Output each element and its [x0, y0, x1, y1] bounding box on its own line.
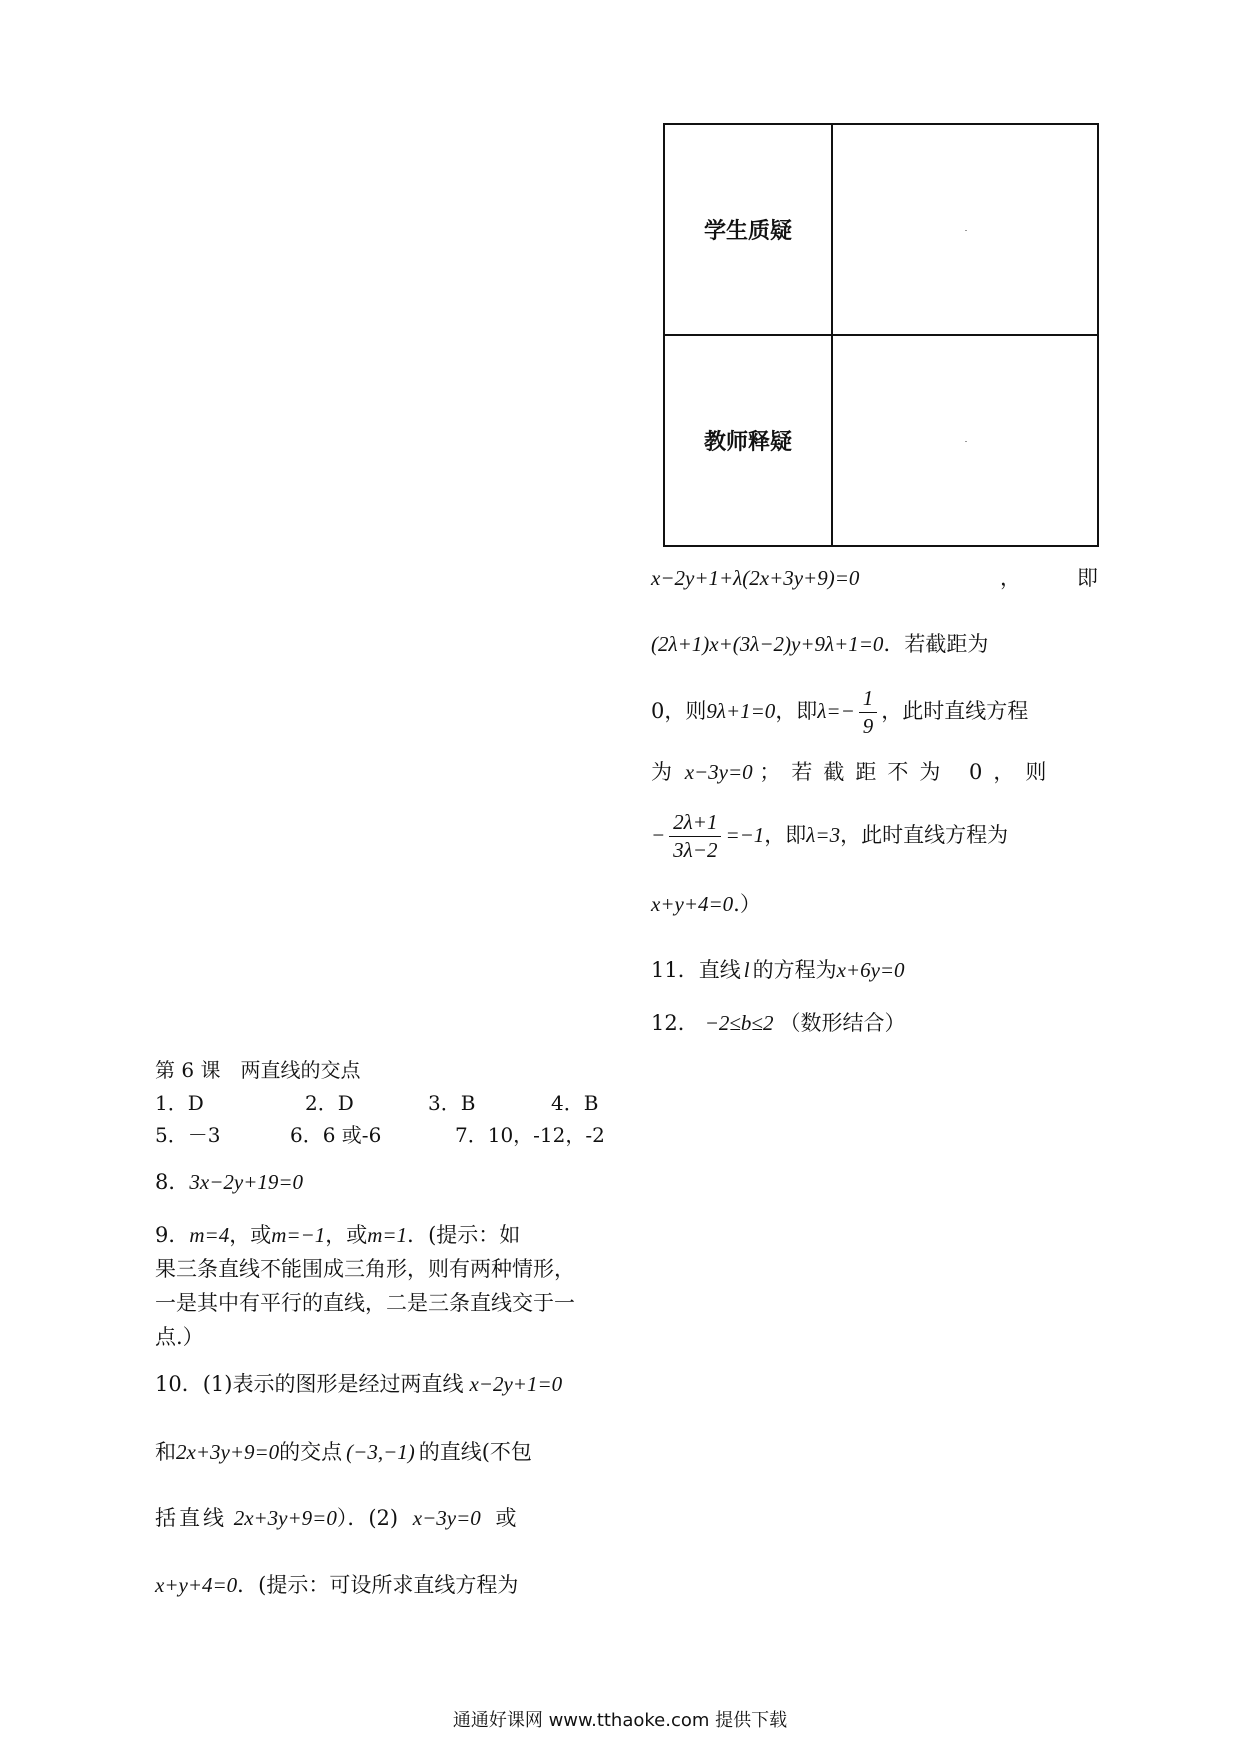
fraction-lambda: $\frac{2\lambda+1}{3\lambda-2}$	[669, 812, 721, 861]
answer-9-line-2: 果三条直线不能围成三角形，则有两种情形，	[155, 1257, 575, 1281]
answer-9-line-3: 一是其中有平行的直线，二是三条直线交于一	[155, 1291, 575, 1315]
right-line-1-tail: 即	[1077, 566, 1098, 590]
answer-12: 12． −2≤b≤2 （数形结合）	[651, 1011, 906, 1035]
right-line-1: x−2y+1+λ(2x+3y+9)=0	[651, 566, 860, 590]
student-question-label: 学生质疑	[664, 124, 832, 335]
right-line-3: 0，则9λ+1=0，即λ=− $\frac{1}{9}$ ，此时直线方程	[651, 686, 1029, 738]
right-line-4: 为 x−3y=0 ；若截距不为 0，则	[651, 760, 1058, 784]
answer-8: 8．3x−2y+19=0	[155, 1170, 304, 1194]
right-line-2: (2λ+1)x+(3λ−2)y+9λ+1=0．若截距为	[651, 632, 989, 656]
answer-10-line-2: 和2x+3y+9=0的交点 (−3,−1) 的直线(不包	[155, 1440, 532, 1464]
answer-11: 11．直线 l 的方程为x+6y=0	[651, 958, 905, 982]
teacher-answer-label: 教师释疑	[664, 335, 832, 546]
blank-mark	[965, 441, 967, 442]
lesson-title: 第 6 课 两直线的交点	[155, 1058, 361, 1082]
student-question-cell	[832, 124, 1098, 335]
answer-10-line-4: x+y+4=0．(提示：可设所求直线方程为	[155, 1573, 519, 1597]
answer-9-line-4: 点.）	[155, 1325, 204, 1349]
footer-credit: 通通好课网 www.tthaoke.com 提供下载	[452, 1710, 788, 1731]
fraction-one-ninth: $\frac{1}{9}$	[859, 688, 878, 737]
blank-mark	[965, 230, 967, 231]
answer-10-line-1: 10．(1)表示的图形是经过两直线 x−2y+1=0	[155, 1372, 563, 1396]
right-line-5: − $\frac{2\lambda+1}{3\lambda-2}$ =−1，即λ=3，此时直线方程为	[651, 810, 1009, 862]
answer-9-line-1: 9．m=4，或m=−1，或m=1．(提示：如	[155, 1223, 521, 1247]
qa-table	[663, 123, 1099, 547]
teacher-answer-cell	[832, 335, 1098, 546]
right-line-1-comma: ，	[1000, 566, 1021, 590]
answer-10-line-3: 括直线 2x+3y+9=0）．(2) x−3y=0 或	[155, 1506, 517, 1530]
right-line-6: x+y+4=0.）	[651, 892, 761, 916]
